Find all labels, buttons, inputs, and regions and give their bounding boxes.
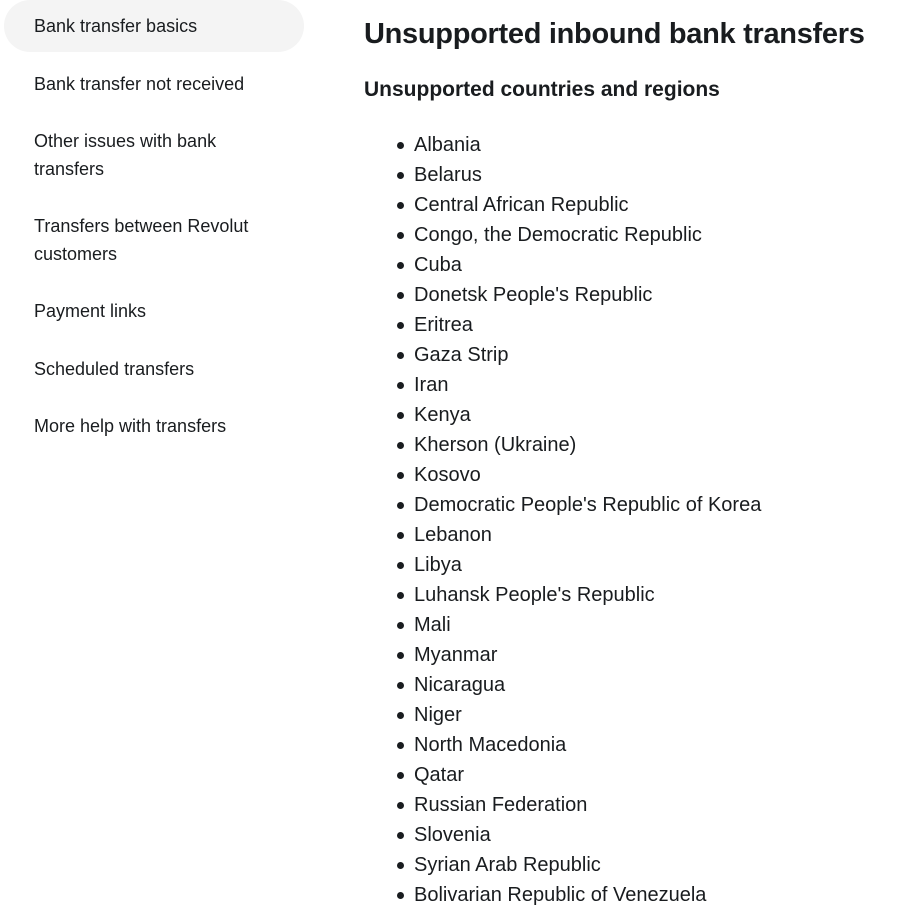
bullet-icon — [397, 712, 404, 719]
bullet-icon — [397, 172, 404, 179]
country-name: Gaza Strip — [414, 344, 509, 366]
bullet-icon — [397, 802, 404, 809]
country-name: Niger — [414, 704, 462, 726]
list-item — [364, 430, 761, 460]
bullet-icon — [397, 472, 404, 479]
bullet-icon — [397, 322, 404, 329]
sidebar-item-more-help[interactable] — [4, 412, 304, 440]
list-item — [364, 550, 761, 580]
country-name: Bolivarian Republic of Venezuela — [414, 884, 707, 906]
list-item — [364, 190, 761, 220]
sidebar-item-label: Bank transfer basics — [34, 16, 198, 36]
country-name: Slovenia — [414, 824, 491, 846]
country-name: Russian Federation — [414, 794, 588, 816]
bullet-icon — [397, 292, 404, 299]
list-item — [364, 790, 761, 820]
sidebar-item-other-issues[interactable] — [4, 127, 304, 183]
country-name: Cuba — [414, 254, 462, 276]
list-item — [364, 670, 761, 700]
country-name: North Macedonia — [414, 734, 567, 756]
sidebar-item-label: More help with transfers — [34, 416, 227, 436]
country-name: Albania — [414, 134, 481, 156]
country-list — [364, 130, 761, 910]
list-item — [364, 880, 761, 910]
list-item — [364, 820, 761, 850]
sidebar-item-label: Other issues with bank transfers — [34, 131, 217, 179]
list-item — [364, 490, 761, 520]
bullet-icon — [397, 622, 404, 629]
bullet-icon — [397, 352, 404, 359]
bullet-icon — [397, 442, 404, 449]
country-name: Belarus — [414, 164, 482, 186]
country-name: Libya — [414, 554, 462, 576]
country-name: Democratic People's Republic of Korea — [414, 494, 762, 516]
country-name: Kenya — [414, 404, 471, 426]
country-name: Luhansk People's Republic — [414, 584, 655, 606]
bullet-icon — [397, 232, 404, 239]
bullet-icon — [397, 142, 404, 149]
page-title: Unsupported inbound bank transfers — [364, 18, 865, 50]
bullet-icon — [397, 772, 404, 779]
sidebar-item-scheduled-transfers[interactable] — [4, 355, 304, 383]
list-item — [364, 850, 761, 880]
bullet-icon — [397, 502, 404, 509]
country-name: Iran — [414, 374, 449, 396]
country-name: Myanmar — [414, 644, 498, 666]
bullet-icon — [397, 742, 404, 749]
country-name: Central African Republic — [414, 194, 629, 216]
country-name: Kherson (Ukraine) — [414, 434, 577, 456]
section-title: Unsupported countries and regions — [364, 78, 720, 101]
list-item — [364, 400, 761, 430]
list-item — [364, 460, 761, 490]
list-item — [364, 280, 761, 310]
country-name: Donetsk People's Republic — [414, 284, 653, 306]
list-item — [364, 520, 761, 550]
country-name: Lebanon — [414, 524, 492, 546]
list-item — [364, 310, 761, 340]
bullet-icon — [397, 892, 404, 899]
bullet-icon — [397, 652, 404, 659]
list-item — [364, 760, 761, 790]
bullet-icon — [397, 412, 404, 419]
list-item — [364, 130, 761, 160]
list-item — [364, 640, 761, 670]
sidebar-item-transfers-between-customers[interactable] — [4, 212, 304, 268]
country-name: Syrian Arab Republic — [414, 854, 601, 876]
bullet-icon — [397, 382, 404, 389]
sidebar-item-label: Bank transfer not received — [34, 74, 245, 94]
bullet-icon — [397, 562, 404, 569]
sidebar-item-label: Transfers between Revolut customers — [34, 216, 249, 264]
list-item — [364, 700, 761, 730]
country-name: Nicaragua — [414, 674, 506, 696]
bullet-icon — [397, 262, 404, 269]
bullet-icon — [397, 592, 404, 599]
sidebar-item-bank-transfer-basics[interactable] — [4, 0, 304, 52]
bullet-icon — [397, 862, 404, 869]
list-item — [364, 340, 761, 370]
country-name: Eritrea — [414, 314, 473, 336]
country-name: Kosovo — [414, 464, 481, 486]
bullet-icon — [397, 682, 404, 689]
sidebar-item-label: Scheduled transfers — [34, 359, 195, 379]
bullet-icon — [397, 202, 404, 209]
list-item — [364, 160, 761, 190]
bullet-icon — [397, 832, 404, 839]
country-name: Qatar — [414, 764, 465, 786]
list-item — [364, 220, 761, 250]
country-name: Congo, the Democratic Republic — [414, 224, 702, 246]
sidebar-item-bank-transfer-not-received[interactable] — [4, 70, 304, 98]
sidebar-item-label: Payment links — [34, 301, 147, 321]
sidebar-item-payment-links[interactable] — [4, 297, 304, 325]
list-item — [364, 250, 761, 280]
country-name: Mali — [414, 614, 451, 636]
bullet-icon — [397, 532, 404, 539]
list-item — [364, 730, 761, 760]
list-item — [364, 610, 761, 640]
list-item — [364, 580, 761, 610]
list-item — [364, 370, 761, 400]
